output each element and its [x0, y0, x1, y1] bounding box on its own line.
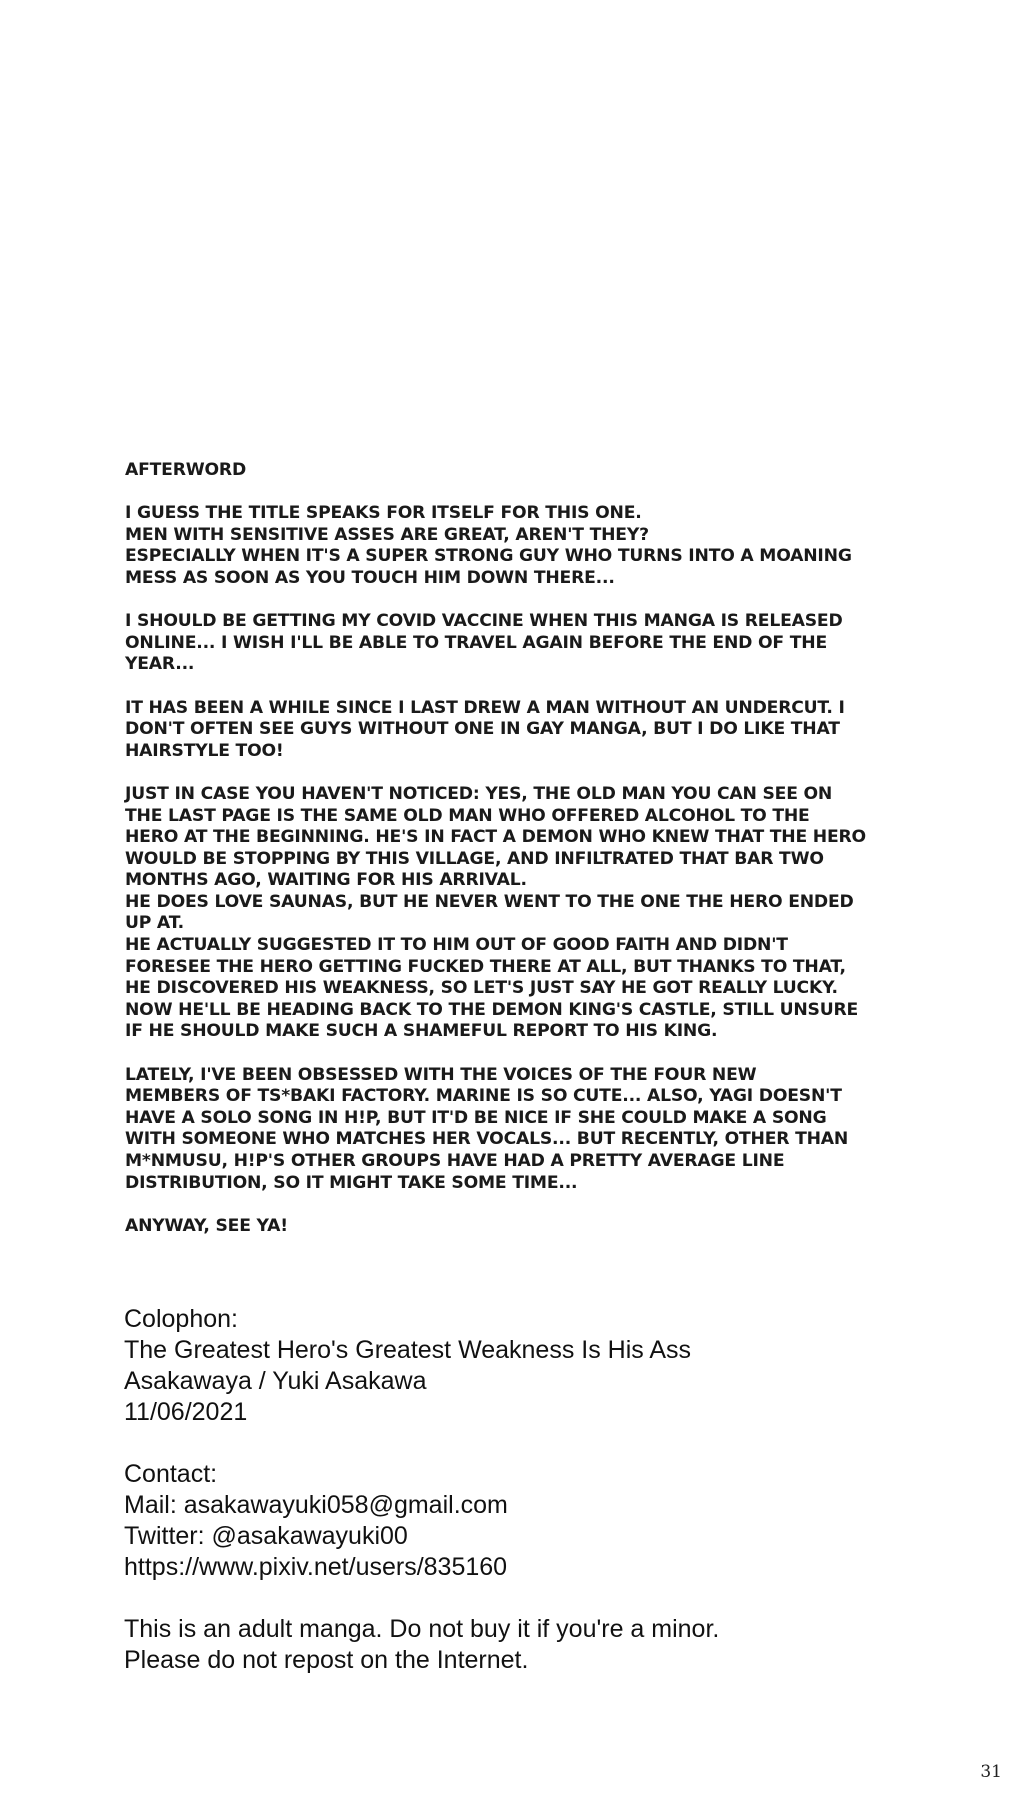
- text-line: JUST IN CASE YOU HAVEN'T NOTICED: YES, THE OLD MAN YOU CAN SEE ON: [125, 783, 833, 804]
- afterword-paragraph: [125, 698, 885, 763]
- text-line: ONLINE... I WISH I'LL BE ABLE TO TRAVEL AGAIN BEFORE THE END OF THE: [125, 632, 827, 653]
- text-line: I SHOULD BE GETTING MY COVID VACCINE WHEN THIS MANGA IS RELEASED: [125, 611, 843, 632]
- page-number: 31: [980, 1762, 1002, 1782]
- repost-notice: Please do not repost on the Internet.: [124, 1646, 529, 1674]
- text-line: YEAR...: [125, 654, 195, 675]
- notice-block: [124, 1614, 924, 1676]
- adult-notice: This is an adult manga. Do not buy it if you're a minor.: [124, 1615, 720, 1643]
- colophon-heading: Colophon:: [124, 1305, 238, 1333]
- afterword-heading: AFTERWORD: [125, 460, 247, 480]
- text-line: MEN WITH SENSITIVE ASSES ARE GREAT, AREN'T THEY?: [125, 524, 649, 545]
- afterword-paragraph: [125, 611, 885, 676]
- text-line: DISTRIBUTION, SO IT MIGHT TAKE SOME TIME...: [125, 1172, 578, 1193]
- text-line: HE ACTUALLY SUGGESTED IT TO HIM OUT OF GOOD FAITH AND DIDN'T: [125, 935, 788, 956]
- afterword-paragraph: [125, 784, 885, 1043]
- text-line: UP AT.: [125, 913, 184, 934]
- text-line: IT HAS BEEN A WHILE SINCE I LAST DREW A MAN WITHOUT AN UNDERCUT. I: [125, 697, 845, 718]
- text-line: ANYWAY, SEE YA!: [125, 1215, 288, 1236]
- text-line: NOW HE'LL BE HEADING BACK TO THE DEMON KING'S CASTLE, STILL UNSURE: [125, 999, 859, 1020]
- afterword-paragraph: [125, 503, 885, 589]
- text-line: WITH SOMEONE WHO MATCHES HER VOCALS... BUT RECENTLY, OTHER THAN: [125, 1129, 849, 1150]
- contact-pixiv-url: https://www.pixiv.net/users/835160: [124, 1553, 508, 1581]
- colophon-credits: [124, 1304, 924, 1428]
- text-line: HE DOES LOVE SAUNAS, BUT HE NEVER WENT TO THE ONE THE HERO ENDED: [125, 891, 854, 912]
- text-line: HAIRSTYLE TOO!: [125, 740, 284, 761]
- text-line: HE DISCOVERED HIS WEAKNESS, SO LET'S JUST SAY HE GOT REALLY LUCKY.: [125, 978, 838, 999]
- afterword-section: [125, 460, 885, 1259]
- text-line: LATELY, I'VE BEEN OBSESSED WITH THE VOICES OF THE FOUR NEW: [125, 1064, 757, 1085]
- text-line: IF HE SHOULD MAKE SUCH A SHAMEFUL REPORT TO HIS KING.: [125, 1021, 718, 1042]
- text-line: MONTHS AGO, WAITING FOR HIS ARRIVAL.: [125, 870, 527, 891]
- text-line: I GUESS THE TITLE SPEAKS FOR ITSELF FOR THIS ONE.: [125, 503, 642, 524]
- colophon-section: [124, 1304, 924, 1707]
- contact-twitter: Twitter: @asakawayuki00: [124, 1522, 408, 1550]
- text-line: M*NMUSU, H!P'S OTHER GROUPS HAVE HAD A PRETTY AVERAGE LINE: [125, 1151, 785, 1171]
- book-title: The Greatest Hero's Greatest Weakness Is His Ass: [124, 1336, 692, 1364]
- afterword-paragraph: [125, 1216, 885, 1238]
- author-name: Asakawaya / Yuki Asakawa: [124, 1367, 427, 1395]
- contact-heading: Contact:: [124, 1460, 218, 1488]
- text-line: HAVE A SOLO SONG IN H!P, BUT IT'D BE NICE IF SHE COULD MAKE A SONG: [125, 1107, 827, 1128]
- contact-mail: Mail: asakawayuki058@gmail.com: [124, 1491, 508, 1519]
- text-line: THE LAST PAGE IS THE SAME OLD MAN WHO OFFERED ALCOHOL TO THE: [125, 805, 810, 826]
- publish-date: 11/06/2021: [124, 1398, 248, 1426]
- text-line: MESS AS SOON AS YOU TOUCH HIM DOWN THERE...: [125, 567, 615, 588]
- text-line: FORESEE THE HERO GETTING FUCKED THERE AT ALL, BUT THANKS TO THAT,: [125, 956, 846, 977]
- text-line: HERO AT THE BEGINNING. HE'S IN FACT A DEMON WHO KNEW THAT THE HERO: [125, 827, 866, 848]
- text-line: WOULD BE STOPPING BY THIS VILLAGE, AND INFILTRATED THAT BAR TWO: [125, 848, 824, 869]
- text-line: MEMBERS OF TS*BAKI FACTORY. MARINE IS SO CUTE... ALSO, YAGI DOESN'T: [125, 1086, 842, 1107]
- text-line: ESPECIALLY WHEN IT'S A SUPER STRONG GUY WHO TURNS INTO A MOANING: [125, 546, 852, 567]
- afterword-paragraph: [125, 1065, 885, 1195]
- text-line: DON'T OFTEN SEE GUYS WITHOUT ONE IN GAY MANGA, BUT I DO LIKE THAT: [125, 719, 840, 740]
- contact-block: [124, 1459, 924, 1583]
